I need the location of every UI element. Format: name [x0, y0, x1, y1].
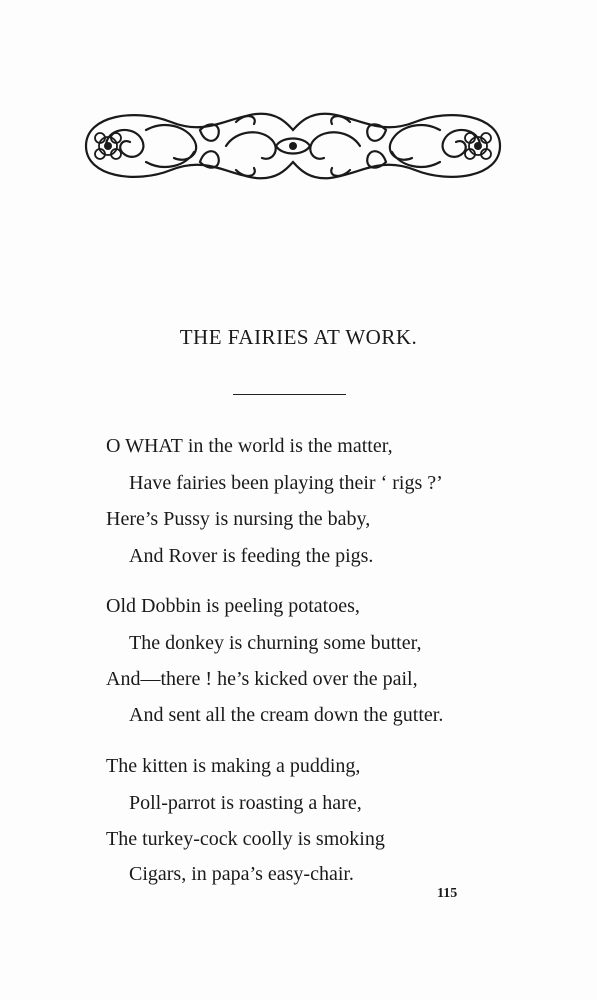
- poem-line: Have fairies been playing their ‘ rigs ?’: [129, 472, 443, 494]
- poem-line: Cigars, in papa’s easy-chair.: [129, 863, 354, 885]
- page-number: 115: [437, 886, 458, 901]
- poem-line: And Rover is feeding the pigs.: [129, 545, 374, 567]
- poem-line: The donkey is churning some butter,: [129, 632, 422, 654]
- line-text: in the world is the matter,: [182, 435, 393, 457]
- poem-line: [106, 434, 393, 458]
- poem-line: And—there ! he’s kicked over the pail,: [106, 668, 418, 690]
- poem-line: Old Dobbin is peeling potatoes,: [106, 595, 360, 617]
- title-divider: [233, 394, 346, 395]
- poem-title: THE FAIRIES AT WORK.: [179, 325, 418, 349]
- poem-line: Poll-parrot is roasting a hare,: [129, 792, 362, 814]
- poem-line: And sent all the cream down the gutter.: [129, 704, 444, 726]
- floral-scroll-ornament-icon: [76, 100, 510, 192]
- poem-line: The kitten is making a pudding,: [106, 755, 361, 777]
- drop-lead: O WHAT: [106, 435, 183, 457]
- poem-line: The turkey-cock coolly is smoking: [106, 828, 385, 850]
- poem-line: Here’s Pussy is nursing the baby,: [106, 508, 371, 530]
